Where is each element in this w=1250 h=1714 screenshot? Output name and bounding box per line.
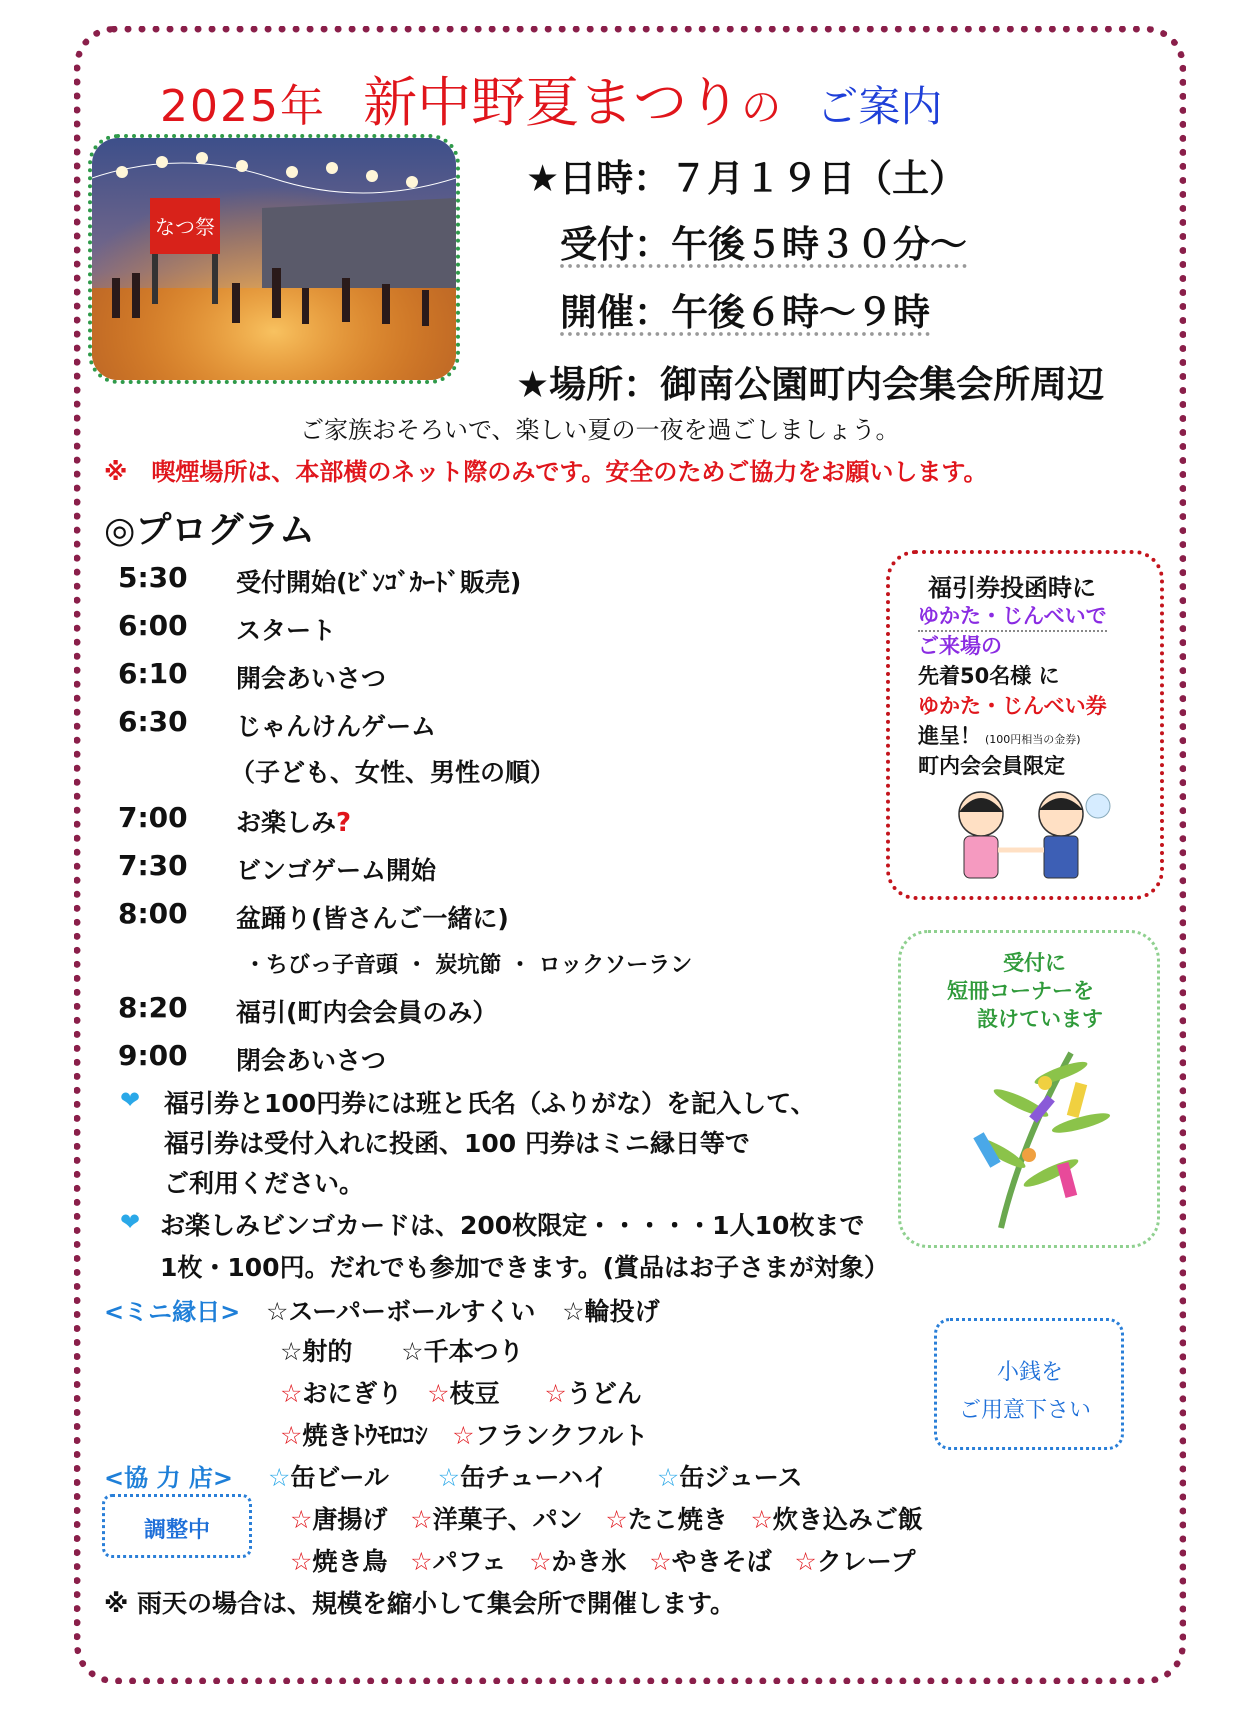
star-icon: ☆ (794, 1547, 817, 1576)
coop-item: 缶チューハイ (460, 1463, 609, 1492)
star-icon: ☆ (562, 1297, 585, 1326)
star-icon: ☆ (401, 1337, 424, 1366)
star-icon: ☆ (410, 1505, 433, 1534)
mini-item: うどん (566, 1379, 642, 1408)
star-icon: ☆ (452, 1421, 475, 1450)
program-heading: ◎プログラム (104, 510, 316, 551)
info-open-text: 開催：午後６時～９時 (560, 291, 930, 334)
program-activity: 閉会あいさつ (236, 1046, 387, 1075)
smoking-warning: ※ 喫煙場所は、本部横のネット際のみです。安全のためご協力をお願いします。 (104, 458, 988, 486)
photo-sign-text: なつ祭 (155, 215, 215, 239)
program-time: 7:00 (118, 801, 188, 834)
star-icon: ☆ (280, 1379, 303, 1408)
mini-item: 枝豆 (449, 1379, 500, 1408)
coop-row-2 (290, 1500, 923, 1536)
title-no: の (741, 85, 782, 131)
info-date: ★日時：７月１９日（土） (526, 157, 967, 200)
coop-item: 缶ジュース (679, 1463, 803, 1492)
star-icon: ☆ (266, 1297, 289, 1326)
lottery-line-6 (918, 720, 1081, 750)
note-1-line-1: 福引券と100円券には班と氏名（ふりがな）を記入して、 (164, 1089, 816, 1118)
coop-row-1 (268, 1458, 803, 1494)
program-activity-text: お楽しみ (236, 808, 337, 837)
program-activity: 盆踊り(皆さんご一緒に) (236, 904, 509, 933)
mini-item: 輪投げ (584, 1297, 660, 1326)
rain-note: ※ 雨天の場合は、規模を縮小して集会所で開催します。 (104, 1589, 736, 1618)
mini-fair-row-2 (280, 1332, 524, 1368)
festival-photo (88, 134, 460, 384)
title-year: 2025年 (160, 81, 326, 132)
lottery-line-2: ゆかた・じんべいで (918, 600, 1107, 632)
star-icon: ☆ (290, 1505, 313, 1534)
star-icon: ☆ (280, 1421, 303, 1450)
tanzaku-line-2: 短冊コーナーを (947, 979, 1094, 1003)
lottery-line-6-small: (100円相当の金券) (985, 733, 1081, 746)
note-2-line-2: 1枚・100円。だれでも参加できます。(賞品はお子さまが対象） (160, 1253, 890, 1282)
mini-fair-row-3 (280, 1374, 642, 1410)
coop-item: やきそば (671, 1547, 772, 1576)
coop-item: たこ焼き (627, 1505, 728, 1534)
star-icon: ☆ (605, 1505, 628, 1534)
coop-item: 洋菓子、パン (432, 1505, 583, 1534)
info-reception (560, 214, 967, 268)
program-time: 6:10 (118, 657, 188, 690)
adjusting-text: 調整中 (143, 1518, 210, 1543)
mini-item: 焼きﾄｳﾓﾛｺｼ (302, 1421, 428, 1450)
heart-icon: ❤ (120, 1208, 141, 1236)
tanzaku-line-3: 設けています (977, 1007, 1103, 1031)
lottery-line-6-text: 進呈！ (918, 724, 981, 748)
coop-item: かき氷 (551, 1547, 627, 1576)
title-annai: ご案内 (816, 82, 943, 131)
mini-fair-label: <ミニ縁日> (104, 1298, 241, 1326)
adjusting-box (102, 1494, 252, 1558)
star-icon: ☆ (280, 1337, 303, 1366)
coop-item: 唐揚げ (312, 1505, 388, 1534)
info-open (560, 282, 930, 336)
bamboo-tanzaku-illustration (941, 1043, 1131, 1233)
mini-item: 射的 (302, 1337, 353, 1366)
lottery-line-3: ご来場の (918, 634, 1002, 658)
lottery-line-7: 町内会会員限定 (918, 754, 1065, 778)
mini-fair-row-1 (266, 1292, 660, 1328)
star-icon: ☆ (750, 1505, 773, 1534)
coop-row-3 (290, 1542, 916, 1578)
mini-item: スーパーボールすくい (288, 1297, 536, 1326)
star-icon: ☆ (290, 1547, 313, 1576)
tanzaku-line-1: 受付に (1003, 951, 1066, 975)
star-icon: ☆ (649, 1547, 672, 1576)
yukata-kids-illustration (936, 784, 1116, 884)
program-activity: スタート (236, 616, 337, 645)
program-activity (236, 803, 351, 839)
coop-item: 缶ビール (290, 1463, 389, 1492)
program-time: 8:20 (118, 991, 188, 1024)
lottery-line-1: 福引券投函時に (928, 574, 1096, 602)
mini-item: フランクフルト (474, 1421, 649, 1450)
program-activity: 開会あいさつ (236, 664, 387, 693)
question-mark-icon: ? (336, 808, 352, 838)
coins-box (934, 1318, 1124, 1450)
program-activity: 受付開始(ﾋﾞﾝｺﾞｶｰﾄﾞ販売) (236, 568, 522, 597)
program-activity: じゃんけんゲーム (236, 712, 437, 741)
coop-item: 焼き鳥 (312, 1547, 388, 1576)
program-activity: ビンゴゲーム開始 (236, 856, 437, 885)
info-place: ★場所：御南公園町内会集会所周辺 (516, 363, 1105, 406)
program-time: 5:30 (118, 561, 188, 594)
program-activity: （子ども、女性、男性の順） (230, 758, 556, 787)
program-time: 7:30 (118, 849, 188, 882)
page-title (160, 60, 942, 137)
star-icon: ☆ (529, 1547, 552, 1576)
star-icon: ☆ (656, 1463, 680, 1492)
star-icon: ☆ (427, 1379, 450, 1408)
program-activity: 福引(町内会会員のみ） (236, 998, 498, 1027)
coins-line-2: ご用意下さい (959, 1398, 1092, 1423)
program-time: 9:00 (118, 1039, 188, 1072)
program-time: 6:00 (118, 609, 188, 642)
mini-item: 千本つり (423, 1337, 524, 1366)
mini-fair-row-4 (280, 1416, 648, 1452)
mini-item: おにぎり (302, 1379, 403, 1408)
info-reception-text: 受付：午後５時３０分～ (560, 223, 967, 266)
star-icon: ☆ (410, 1547, 433, 1576)
coop-item: 炊き込みご飯 (772, 1505, 923, 1534)
tanzaku-box (898, 930, 1160, 1248)
coop-item: パフェ (432, 1547, 507, 1576)
star-icon: ☆ (544, 1379, 567, 1408)
note-2-line-1: お楽しみビンゴカードは、200枚限定・・・・・1人10枚まで (160, 1211, 865, 1240)
program-time: 8:00 (118, 897, 188, 930)
coins-line-1: 小銭を (997, 1360, 1064, 1385)
intro-text: ご家族おそろいで、楽しい夏の一夜を過ごしましょう。 (300, 416, 900, 444)
note-1-line-2: 福引券は受付入れに投函、100 円券はミニ縁日等で (164, 1129, 750, 1158)
star-icon: ☆ (437, 1463, 461, 1492)
lottery-line-5: ゆかた・じんべい券 (918, 694, 1107, 718)
coop-item: クレープ (816, 1547, 916, 1576)
lottery-info-box (886, 550, 1164, 900)
heart-icon: ❤ (120, 1086, 141, 1114)
note-1-line-3: ご利用ください。 (164, 1169, 365, 1198)
coop-label: <協 力 店> (104, 1464, 233, 1492)
program-time: 6:30 (118, 705, 188, 738)
star-icon: ☆ (268, 1463, 291, 1492)
program-activity: ・ちびっ子音頭 ・ 炭坑節 ・ ロックソーラン (244, 953, 693, 978)
lottery-line-4: 先着50名様 に (918, 664, 1060, 688)
title-name: 新中野夏まつり (363, 71, 742, 134)
